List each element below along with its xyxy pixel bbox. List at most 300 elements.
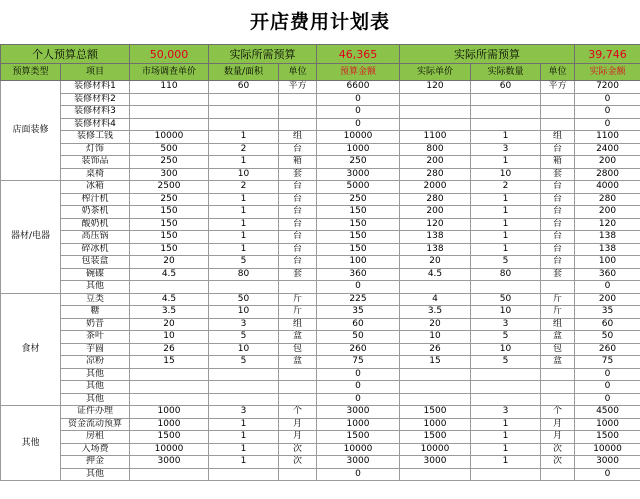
actual-quantity-cell[interactable] <box>471 106 541 119</box>
market-price-cell[interactable]: 250 <box>130 156 209 169</box>
market-price-cell[interactable]: 3000 <box>130 456 209 469</box>
actual-price-cell[interactable]: 2000 <box>400 181 471 194</box>
actual-price-cell[interactable]: 200 <box>400 206 471 219</box>
unit-cell[interactable] <box>279 368 317 381</box>
actual-price-cell[interactable] <box>400 468 471 481</box>
actual-price-cell[interactable] <box>400 118 471 131</box>
unit-cell[interactable]: 箱 <box>279 156 317 169</box>
actual-amount-cell[interactable]: 2400 <box>575 143 640 156</box>
actual-price-cell[interactable]: 1500 <box>400 431 471 444</box>
unit-cell[interactable] <box>279 393 317 406</box>
actual-quantity-cell[interactable]: 1 <box>471 231 541 244</box>
item-cell[interactable]: 包装盒 <box>61 256 130 269</box>
actual-amount-cell[interactable]: 0 <box>575 381 640 394</box>
market-price-cell[interactable]: 2500 <box>130 181 209 194</box>
actual-amount-cell[interactable]: 10000 <box>575 443 640 456</box>
item-cell[interactable]: 其他 <box>61 281 130 294</box>
budget-amount-cell[interactable]: 250 <box>317 193 400 206</box>
actual-price-cell[interactable]: 1000 <box>400 418 471 431</box>
actual-price-cell[interactable] <box>400 281 471 294</box>
actual-price-cell[interactable] <box>400 381 471 394</box>
actual-unit-cell[interactable]: 台 <box>541 218 575 231</box>
actual-price-cell[interactable]: 280 <box>400 193 471 206</box>
quantity-cell[interactable]: 10 <box>209 306 279 319</box>
budget-amount-cell[interactable]: 10000 <box>317 443 400 456</box>
budget-amount-cell[interactable]: 0 <box>317 93 400 106</box>
actual-unit-cell[interactable]: 盒 <box>541 356 575 369</box>
actual-price-cell[interactable]: 138 <box>400 231 471 244</box>
actual-unit-cell[interactable]: 台 <box>541 143 575 156</box>
unit-cell[interactable]: 月 <box>279 431 317 444</box>
personal-budget-value[interactable]: 50,000 <box>130 45 209 64</box>
unit-cell[interactable]: 组 <box>279 318 317 331</box>
actual-unit-cell[interactable] <box>541 368 575 381</box>
actual-unit-cell[interactable] <box>541 381 575 394</box>
budget-amount-cell[interactable]: 260 <box>317 343 400 356</box>
quantity-cell[interactable]: 10 <box>209 343 279 356</box>
actual-unit-cell[interactable] <box>541 106 575 119</box>
actual-price-cell[interactable] <box>400 368 471 381</box>
item-cell[interactable]: 其他 <box>61 393 130 406</box>
budget-amount-cell[interactable]: 0 <box>317 281 400 294</box>
unit-cell[interactable] <box>279 281 317 294</box>
market-price-cell[interactable] <box>130 106 209 119</box>
actual-quantity-cell[interactable] <box>471 281 541 294</box>
budget-amount-cell[interactable]: 1000 <box>317 418 400 431</box>
actual-price-cell[interactable] <box>400 393 471 406</box>
quantity-cell[interactable]: 1 <box>209 431 279 444</box>
actual-quantity-cell[interactable]: 1 <box>471 443 541 456</box>
quantity-cell[interactable] <box>209 106 279 119</box>
item-cell[interactable]: 其他 <box>61 368 130 381</box>
unit-cell[interactable]: 斤 <box>279 306 317 319</box>
budget-amount-cell[interactable]: 60 <box>317 318 400 331</box>
unit-cell[interactable]: 套 <box>279 268 317 281</box>
actual-amount-cell[interactable]: 260 <box>575 343 640 356</box>
actual-unit-cell[interactable] <box>541 468 575 481</box>
actual-price-cell[interactable]: 120 <box>400 218 471 231</box>
actual-unit-cell[interactable]: 月 <box>541 418 575 431</box>
actual-quantity-cell[interactable]: 1 <box>471 156 541 169</box>
market-price-cell[interactable] <box>130 93 209 106</box>
actual-unit-cell[interactable]: 个 <box>541 406 575 419</box>
actual-quantity-cell[interactable]: 10 <box>471 306 541 319</box>
actual-quantity-cell[interactable]: 3 <box>471 318 541 331</box>
quantity-cell[interactable] <box>209 381 279 394</box>
table-row <box>1 156 640 169</box>
item-cell[interactable]: 碎冰机 <box>61 243 130 256</box>
quantity-cell[interactable]: 1 <box>209 206 279 219</box>
actual-price-cell[interactable]: 20 <box>400 318 471 331</box>
actual-unit-cell[interactable]: 台 <box>541 181 575 194</box>
quantity-cell[interactable]: 1 <box>209 156 279 169</box>
actual-unit-cell[interactable]: 盒 <box>541 331 575 344</box>
market-price-cell[interactable] <box>130 393 209 406</box>
market-price-cell[interactable]: 300 <box>130 168 209 181</box>
budget-amount-cell[interactable]: 225 <box>317 293 400 306</box>
item-cell[interactable]: 装饰品 <box>61 156 130 169</box>
budget-amount-cell[interactable]: 1500 <box>317 431 400 444</box>
budget-amount-cell[interactable]: 360 <box>317 268 400 281</box>
unit-cell[interactable]: 台 <box>279 218 317 231</box>
actual-amount-cell[interactable]: 0 <box>575 468 640 481</box>
budget-amount-cell[interactable]: 3000 <box>317 406 400 419</box>
actual-quantity-cell[interactable]: 1 <box>471 193 541 206</box>
quantity-cell[interactable]: 3 <box>209 406 279 419</box>
table-row <box>1 443 640 456</box>
quantity-cell[interactable]: 1 <box>209 231 279 244</box>
actual-price-cell[interactable]: 20 <box>400 256 471 269</box>
item-cell[interactable]: 榨汁机 <box>61 193 130 206</box>
budget-amount-cell[interactable]: 35 <box>317 306 400 319</box>
actual-amount-cell[interactable]: 60 <box>575 318 640 331</box>
actual-quantity-cell[interactable] <box>471 368 541 381</box>
market-price-cell[interactable]: 4.5 <box>130 293 209 306</box>
actual-unit-cell[interactable]: 平方 <box>541 81 575 94</box>
header-market-price: 市场调查单价 <box>130 64 209 81</box>
budget-amount-cell[interactable]: 0 <box>317 381 400 394</box>
actual-quantity-cell[interactable] <box>471 468 541 481</box>
actual-amount-cell[interactable]: 2800 <box>575 168 640 181</box>
budget-amount-cell[interactable]: 0 <box>317 468 400 481</box>
actual-needed-label-2: 实际所需预算 <box>400 45 575 64</box>
item-cell[interactable]: 入场费 <box>61 443 130 456</box>
actual-price-cell[interactable]: 120 <box>400 81 471 94</box>
market-price-cell[interactable]: 150 <box>130 243 209 256</box>
actual-unit-cell[interactable] <box>541 281 575 294</box>
actual-amount-cell[interactable]: 3000 <box>575 456 640 469</box>
item-cell[interactable]: 茶叶 <box>61 331 130 344</box>
actual-quantity-cell[interactable]: 80 <box>471 268 541 281</box>
actual-quantity-cell[interactable]: 1 <box>471 418 541 431</box>
actual-price-cell[interactable]: 4 <box>400 293 471 306</box>
actual-amount-cell[interactable]: 4500 <box>575 406 640 419</box>
quantity-cell[interactable]: 1 <box>209 418 279 431</box>
unit-cell[interactable]: 台 <box>279 193 317 206</box>
unit-cell[interactable]: 台 <box>279 231 317 244</box>
unit-cell[interactable] <box>279 381 317 394</box>
actual-price-cell[interactable]: 800 <box>400 143 471 156</box>
actual-unit-cell[interactable]: 斤 <box>541 306 575 319</box>
market-price-cell[interactable] <box>130 281 209 294</box>
budget-amount-cell[interactable]: 3000 <box>317 168 400 181</box>
market-price-cell[interactable]: 10000 <box>130 443 209 456</box>
actual-unit-cell[interactable]: 组 <box>541 131 575 144</box>
budget-amount-cell[interactable]: 0 <box>317 118 400 131</box>
item-cell[interactable]: 酸奶机 <box>61 218 130 231</box>
actual-amount-cell[interactable]: 280 <box>575 193 640 206</box>
actual-quantity-cell[interactable]: 1 <box>471 431 541 444</box>
actual-quantity-cell[interactable]: 50 <box>471 293 541 306</box>
item-cell[interactable]: 资金流动预算 <box>61 418 130 431</box>
actual-amount-cell[interactable]: 0 <box>575 93 640 106</box>
actual-amount-cell[interactable]: 138 <box>575 243 640 256</box>
actual-unit-cell[interactable]: 台 <box>541 231 575 244</box>
actual-needed-value-1[interactable]: 46,365 <box>317 45 400 64</box>
market-price-cell[interactable]: 10 <box>130 331 209 344</box>
market-price-cell[interactable]: 150 <box>130 231 209 244</box>
item-cell[interactable]: 冰箱 <box>61 181 130 194</box>
quantity-cell[interactable]: 60 <box>209 81 279 94</box>
market-price-cell[interactable]: 150 <box>130 218 209 231</box>
budget-amount-cell[interactable]: 50 <box>317 331 400 344</box>
unit-cell[interactable]: 台 <box>279 206 317 219</box>
actual-quantity-cell[interactable]: 5 <box>471 331 541 344</box>
actual-amount-cell[interactable]: 120 <box>575 218 640 231</box>
actual-quantity-cell[interactable]: 10 <box>471 343 541 356</box>
quantity-cell[interactable]: 5 <box>209 356 279 369</box>
item-cell[interactable]: 高压锅 <box>61 231 130 244</box>
market-price-cell[interactable]: 1000 <box>130 406 209 419</box>
budget-amount-cell[interactable]: 3000 <box>317 456 400 469</box>
item-cell[interactable]: 装修材料2 <box>61 93 130 106</box>
item-cell[interactable]: 房租 <box>61 431 130 444</box>
market-price-cell[interactable]: 150 <box>130 206 209 219</box>
actual-unit-cell[interactable]: 次 <box>541 443 575 456</box>
quantity-cell[interactable]: 2 <box>209 181 279 194</box>
item-cell[interactable]: 奶昔 <box>61 318 130 331</box>
actual-amount-cell[interactable]: 200 <box>575 156 640 169</box>
quantity-cell[interactable]: 3 <box>209 318 279 331</box>
table-row <box>1 181 640 194</box>
actual-amount-cell[interactable]: 200 <box>575 293 640 306</box>
budget-amount-cell[interactable]: 75 <box>317 356 400 369</box>
actual-unit-cell[interactable]: 台 <box>541 243 575 256</box>
actual-price-cell[interactable]: 3000 <box>400 456 471 469</box>
item-cell[interactable]: 灯饰 <box>61 143 130 156</box>
actual-unit-cell[interactable]: 斤 <box>541 293 575 306</box>
item-cell[interactable]: 押金 <box>61 456 130 469</box>
actual-unit-cell[interactable]: 台 <box>541 256 575 269</box>
unit-cell[interactable]: 台 <box>279 256 317 269</box>
actual-price-cell[interactable] <box>400 106 471 119</box>
actual-quantity-cell[interactable]: 1 <box>471 131 541 144</box>
actual-quantity-cell[interactable]: 5 <box>471 356 541 369</box>
actual-price-cell[interactable]: 26 <box>400 343 471 356</box>
actual-amount-cell[interactable]: 360 <box>575 268 640 281</box>
item-cell[interactable]: 装修工钱 <box>61 131 130 144</box>
market-price-cell[interactable]: 250 <box>130 193 209 206</box>
item-cell[interactable]: 糖 <box>61 306 130 319</box>
market-price-cell[interactable]: 15 <box>130 356 209 369</box>
market-price-cell[interactable]: 3.5 <box>130 306 209 319</box>
unit-cell[interactable]: 次 <box>279 456 317 469</box>
market-price-cell[interactable]: 20 <box>130 318 209 331</box>
quantity-cell[interactable] <box>209 468 279 481</box>
actual-amount-cell[interactable]: 0 <box>575 281 640 294</box>
actual-amount-cell[interactable]: 0 <box>575 118 640 131</box>
budget-amount-cell[interactable]: 0 <box>317 106 400 119</box>
actual-unit-cell[interactable]: 套 <box>541 268 575 281</box>
item-cell[interactable]: 豆类 <box>61 293 130 306</box>
actual-unit-cell[interactable]: 包 <box>541 343 575 356</box>
unit-cell[interactable]: 盒 <box>279 356 317 369</box>
actual-amount-cell[interactable]: 4000 <box>575 181 640 194</box>
actual-quantity-cell[interactable]: 5 <box>471 256 541 269</box>
actual-unit-cell[interactable] <box>541 393 575 406</box>
unit-cell[interactable]: 个 <box>279 406 317 419</box>
market-price-cell[interactable] <box>130 468 209 481</box>
actual-amount-cell[interactable]: 100 <box>575 256 640 269</box>
quantity-cell[interactable]: 1 <box>209 243 279 256</box>
actual-unit-cell[interactable]: 次 <box>541 456 575 469</box>
unit-cell[interactable]: 台 <box>279 143 317 156</box>
budget-amount-cell[interactable]: 150 <box>317 218 400 231</box>
actual-amount-cell[interactable]: 50 <box>575 331 640 344</box>
unit-cell[interactable]: 组 <box>279 131 317 144</box>
item-cell[interactable]: 碗碟 <box>61 268 130 281</box>
actual-unit-cell[interactable]: 台 <box>541 193 575 206</box>
quantity-cell[interactable]: 50 <box>209 293 279 306</box>
actual-price-cell[interactable]: 3.5 <box>400 306 471 319</box>
quantity-cell[interactable]: 1 <box>209 456 279 469</box>
actual-amount-cell[interactable]: 75 <box>575 356 640 369</box>
budget-amount-cell[interactable]: 150 <box>317 243 400 256</box>
quantity-cell[interactable]: 10 <box>209 168 279 181</box>
market-price-cell[interactable] <box>130 381 209 394</box>
unit-cell[interactable]: 平方 <box>279 81 317 94</box>
unit-cell[interactable]: 包 <box>279 343 317 356</box>
quantity-cell[interactable] <box>209 393 279 406</box>
actual-amount-cell[interactable]: 1000 <box>575 418 640 431</box>
actual-unit-cell[interactable]: 箱 <box>541 156 575 169</box>
actual-unit-cell[interactable] <box>541 118 575 131</box>
item-cell[interactable]: 芋圆 <box>61 343 130 356</box>
actual-needed-value-2[interactable]: 39,746 <box>575 45 640 64</box>
actual-amount-cell[interactable]: 138 <box>575 231 640 244</box>
item-cell[interactable]: 证件办理 <box>61 406 130 419</box>
actual-amount-cell[interactable]: 200 <box>575 206 640 219</box>
budget-amount-cell[interactable]: 0 <box>317 393 400 406</box>
actual-price-cell[interactable]: 280 <box>400 168 471 181</box>
quantity-cell[interactable]: 5 <box>209 256 279 269</box>
quantity-cell[interactable]: 2 <box>209 143 279 156</box>
actual-price-cell[interactable]: 1100 <box>400 131 471 144</box>
actual-unit-cell[interactable]: 组 <box>541 318 575 331</box>
actual-unit-cell[interactable]: 台 <box>541 206 575 219</box>
actual-quantity-cell[interactable]: 1 <box>471 456 541 469</box>
item-cell[interactable]: 凉粉 <box>61 356 130 369</box>
actual-quantity-cell[interactable] <box>471 381 541 394</box>
unit-cell[interactable]: 次 <box>279 443 317 456</box>
quantity-cell[interactable] <box>209 93 279 106</box>
quantity-cell[interactable]: 80 <box>209 268 279 281</box>
actual-price-cell[interactable]: 10000 <box>400 443 471 456</box>
budget-amount-cell[interactable]: 150 <box>317 206 400 219</box>
actual-quantity-cell[interactable]: 3 <box>471 406 541 419</box>
actual-unit-cell[interactable]: 月 <box>541 431 575 444</box>
actual-amount-cell[interactable]: 0 <box>575 393 640 406</box>
item-cell[interactable]: 装修材料3 <box>61 106 130 119</box>
actual-amount-cell[interactable]: 0 <box>575 106 640 119</box>
table-row <box>1 456 640 469</box>
quantity-cell[interactable]: 1 <box>209 193 279 206</box>
market-price-cell[interactable]: 1500 <box>130 431 209 444</box>
budget-amount-cell[interactable]: 250 <box>317 156 400 169</box>
unit-cell[interactable] <box>279 118 317 131</box>
unit-cell[interactable]: 套 <box>279 168 317 181</box>
actual-amount-cell[interactable]: 1500 <box>575 431 640 444</box>
budget-amount-cell[interactable]: 5000 <box>317 181 400 194</box>
actual-quantity-cell[interactable]: 1 <box>471 243 541 256</box>
item-cell[interactable]: 装修材料1 <box>61 81 130 94</box>
budget-amount-cell[interactable]: 6600 <box>317 81 400 94</box>
actual-amount-cell[interactable]: 0 <box>575 368 640 381</box>
actual-quantity-cell[interactable] <box>471 393 541 406</box>
actual-price-cell[interactable]: 10 <box>400 331 471 344</box>
actual-price-cell[interactable] <box>400 93 471 106</box>
actual-amount-cell[interactable]: 35 <box>575 306 640 319</box>
actual-quantity-cell[interactable]: 2 <box>471 181 541 194</box>
budget-amount-cell[interactable]: 10000 <box>317 131 400 144</box>
item-cell[interactable]: 装修材料4 <box>61 118 130 131</box>
market-price-cell[interactable]: 1000 <box>130 418 209 431</box>
actual-unit-cell[interactable] <box>541 93 575 106</box>
market-price-cell[interactable]: 500 <box>130 143 209 156</box>
item-cell[interactable]: 其他 <box>61 381 130 394</box>
quantity-cell[interactable] <box>209 281 279 294</box>
actual-amount-cell[interactable]: 1100 <box>575 131 640 144</box>
quantity-cell[interactable] <box>209 368 279 381</box>
market-price-cell[interactable]: 20 <box>130 256 209 269</box>
actual-quantity-cell[interactable]: 10 <box>471 168 541 181</box>
quantity-cell[interactable]: 1 <box>209 131 279 144</box>
unit-cell[interactable]: 台 <box>279 243 317 256</box>
market-price-cell[interactable] <box>130 118 209 131</box>
actual-price-cell[interactable]: 200 <box>400 156 471 169</box>
actual-amount-cell[interactable]: 7200 <box>575 81 640 94</box>
quantity-cell[interactable]: 5 <box>209 331 279 344</box>
unit-cell[interactable] <box>279 468 317 481</box>
budget-amount-cell[interactable]: 150 <box>317 231 400 244</box>
unit-cell[interactable] <box>279 93 317 106</box>
table-row <box>1 281 640 294</box>
unit-cell[interactable]: 盒 <box>279 331 317 344</box>
actual-quantity-cell[interactable] <box>471 118 541 131</box>
budget-amount-cell[interactable]: 100 <box>317 256 400 269</box>
market-price-cell[interactable]: 10000 <box>130 131 209 144</box>
market-price-cell[interactable]: 110 <box>130 81 209 94</box>
budget-amount-cell[interactable]: 0 <box>317 368 400 381</box>
quantity-cell[interactable]: 1 <box>209 443 279 456</box>
item-cell[interactable]: 奶茶机 <box>61 206 130 219</box>
actual-price-cell[interactable]: 15 <box>400 356 471 369</box>
actual-price-cell[interactable]: 1500 <box>400 406 471 419</box>
quantity-cell[interactable] <box>209 118 279 131</box>
item-cell[interactable]: 其他 <box>61 468 130 481</box>
actual-price-cell[interactable]: 138 <box>400 243 471 256</box>
table-row <box>1 393 640 406</box>
actual-quantity-cell[interactable]: 1 <box>471 206 541 219</box>
unit-cell[interactable]: 台 <box>279 181 317 194</box>
quantity-cell[interactable]: 1 <box>209 218 279 231</box>
actual-quantity-cell[interactable]: 60 <box>471 81 541 94</box>
unit-cell[interactable]: 月 <box>279 418 317 431</box>
actual-unit-cell[interactable]: 套 <box>541 168 575 181</box>
table-row <box>1 81 640 94</box>
market-price-cell[interactable]: 4.5 <box>130 268 209 281</box>
actual-quantity-cell[interactable] <box>471 93 541 106</box>
actual-quantity-cell[interactable]: 1 <box>471 218 541 231</box>
actual-price-cell[interactable]: 4.5 <box>400 268 471 281</box>
market-price-cell[interactable]: 26 <box>130 343 209 356</box>
market-price-cell[interactable] <box>130 368 209 381</box>
actual-quantity-cell[interactable]: 3 <box>471 143 541 156</box>
unit-cell[interactable]: 斤 <box>279 293 317 306</box>
budget-amount-cell[interactable]: 1000 <box>317 143 400 156</box>
item-cell[interactable]: 桌椅 <box>61 168 130 181</box>
unit-cell[interactable] <box>279 106 317 119</box>
